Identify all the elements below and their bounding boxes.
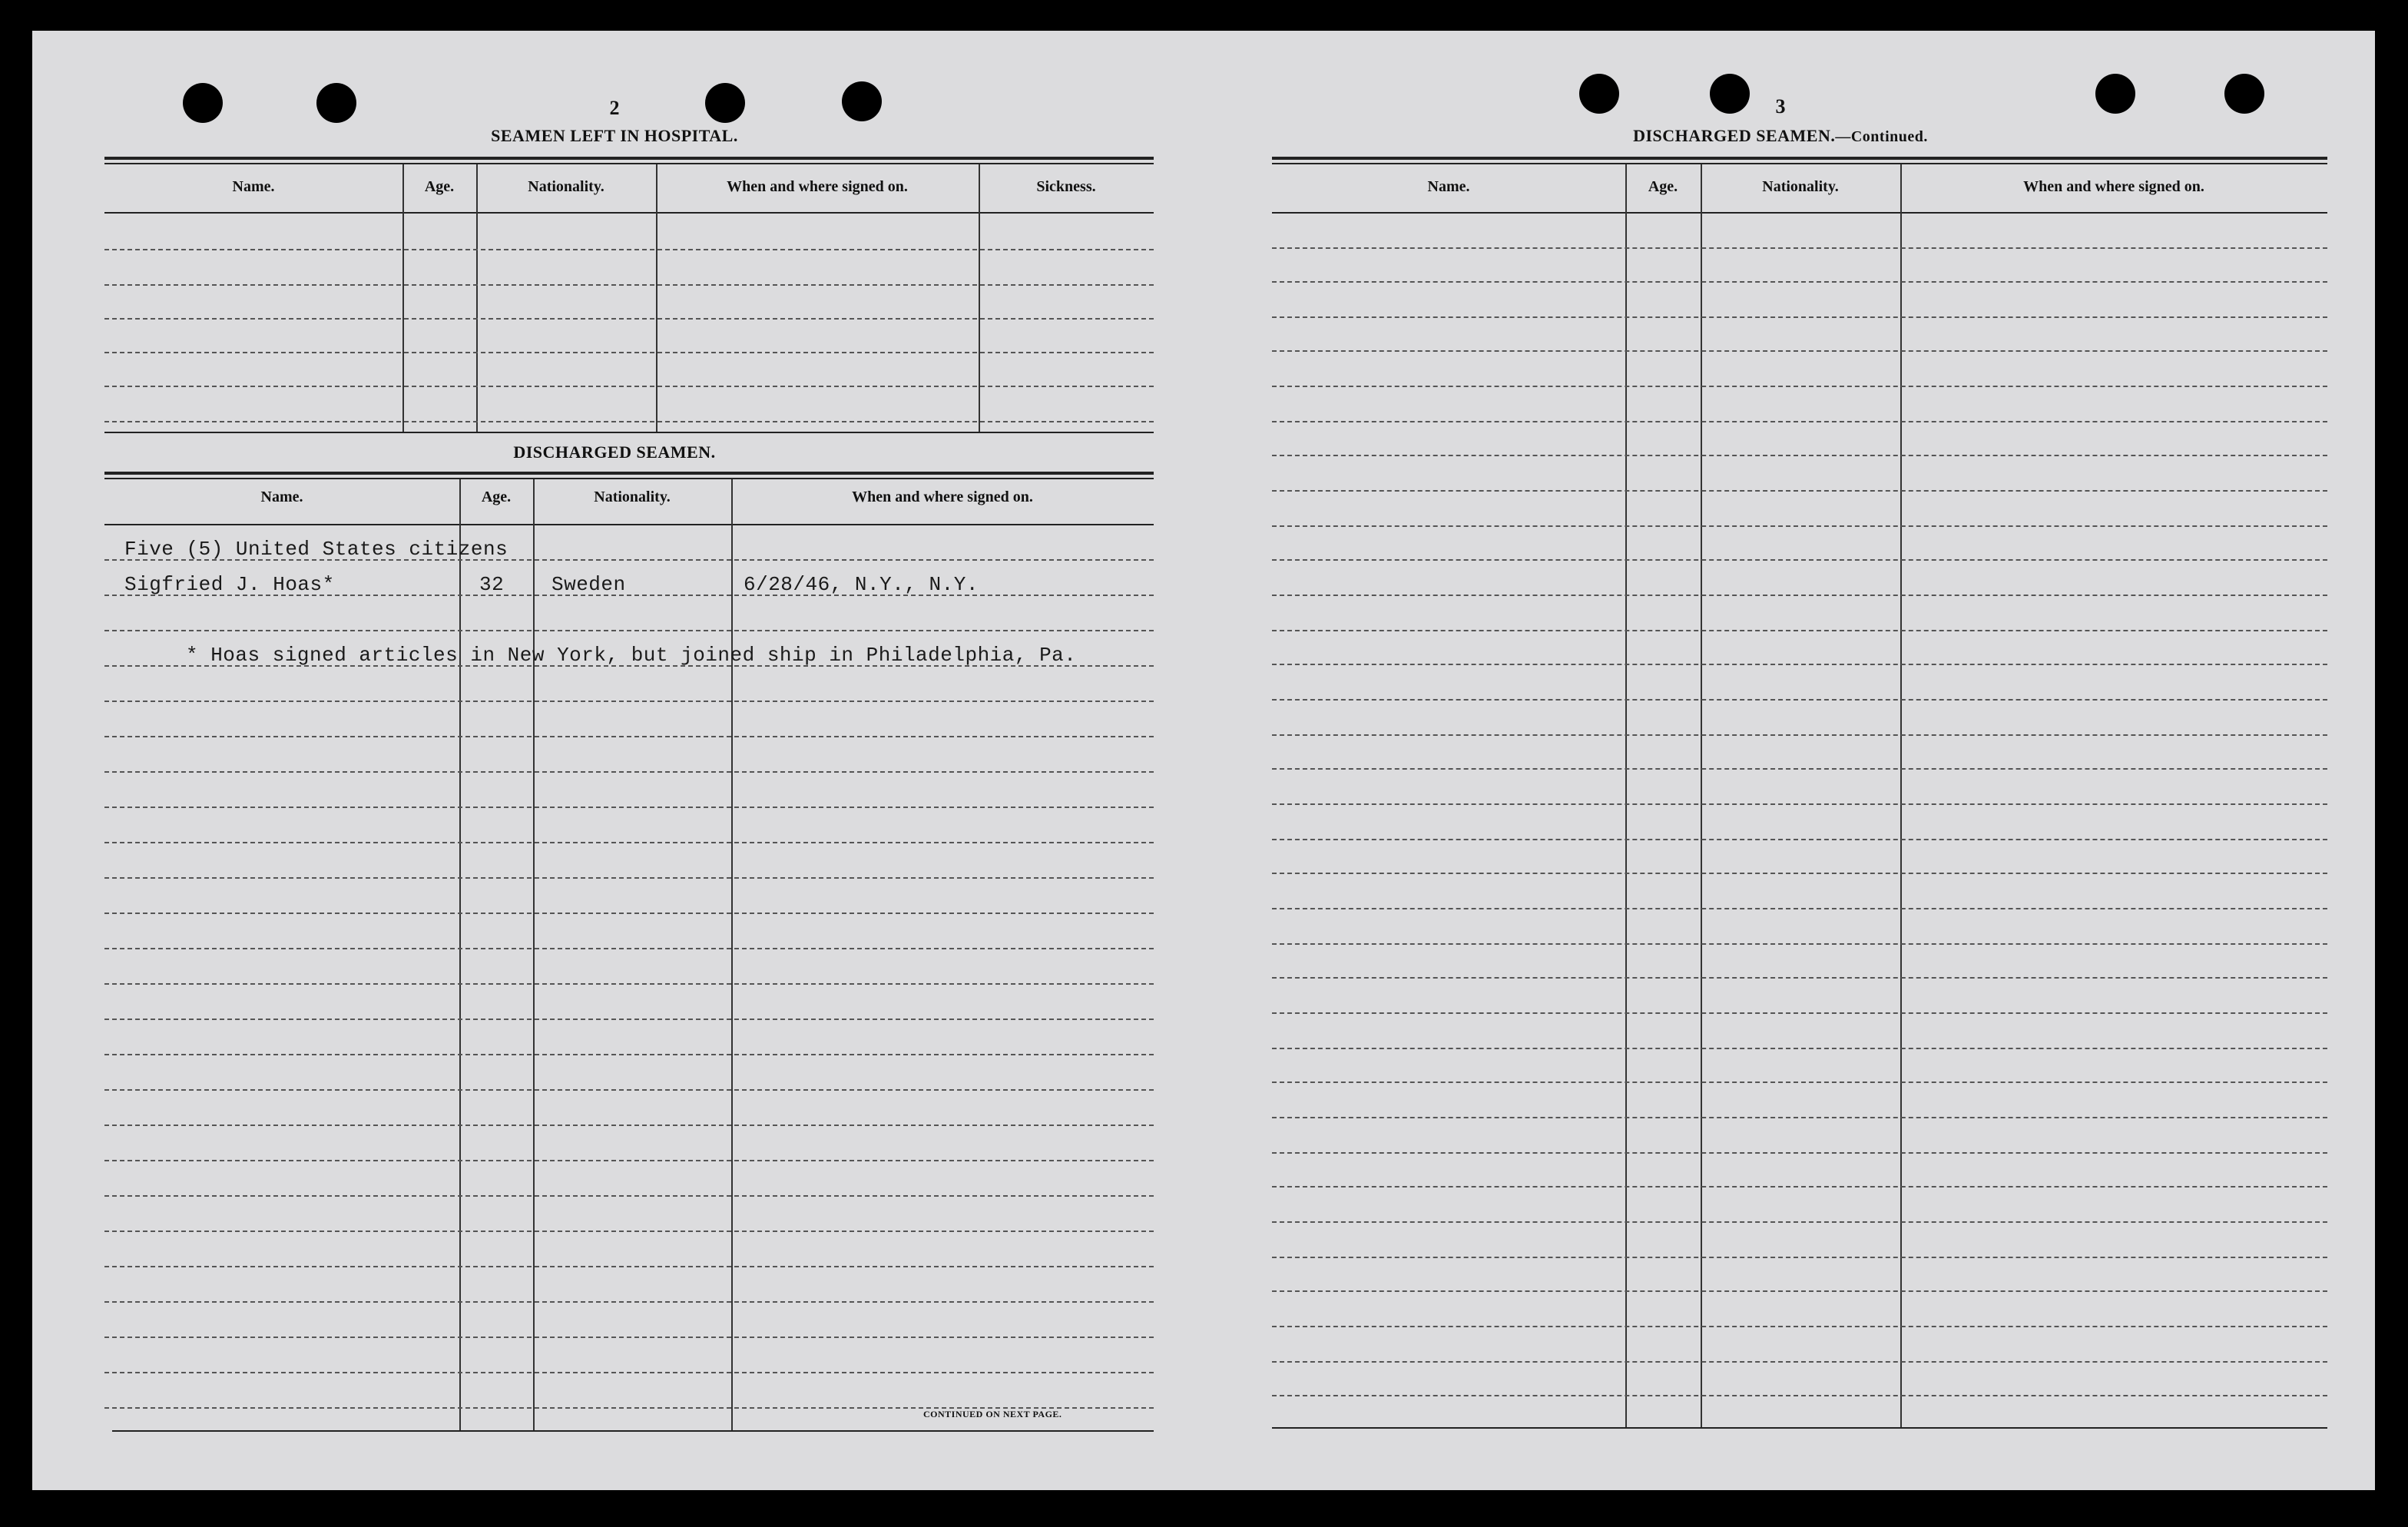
hospital-col-signed-on: When and where signed on. (727, 178, 908, 195)
right-col-name: Name. (1427, 178, 1470, 195)
discharged-title-suffix: —Continued. (1835, 128, 1928, 145)
punch-hole (1579, 74, 1619, 114)
entry-name: Five (5) United States citizens (124, 538, 508, 561)
right-col-age: Age. (1648, 178, 1678, 195)
hospital-col-age: Age. (424, 178, 455, 195)
entry-age: 32 (479, 573, 505, 596)
punch-hole (316, 83, 356, 123)
discharged-col-name: Name. (260, 489, 303, 505)
punch-hole (2224, 74, 2264, 114)
hospital-section-title: SEAMEN LEFT IN HOSPITAL. (491, 126, 738, 145)
page-number-left: 2 (609, 97, 620, 119)
discharged-col-nationality: Nationality. (594, 489, 671, 505)
discharged-col-age: Age. (481, 489, 512, 505)
punch-hole (2095, 74, 2135, 114)
page-number-right: 3 (1775, 95, 1786, 118)
discharged-col-signed-on: When and where signed on. (852, 489, 1033, 505)
hospital-col-nationality: Nationality. (528, 178, 604, 195)
hospital-table-top-rule (104, 157, 1154, 160)
footnote: * Hoas signed articles in New York, but joined ship in Philadelphia, Pa. (186, 644, 1077, 667)
right-col-signed-on: When and where signed on. (2023, 178, 2204, 195)
document-sheet (32, 31, 2375, 1490)
continued-note: CONTINUED ON NEXT PAGE. (923, 1409, 1062, 1419)
hospital-col-name: Name. (232, 178, 275, 195)
punch-hole (842, 81, 882, 121)
punch-hole (183, 83, 223, 123)
entry-nationality: Sweden (551, 573, 626, 596)
right-col-nationality: Nationality. (1762, 178, 1839, 195)
entry-signed-on: 6/28/46, N.Y., N.Y. (744, 573, 979, 596)
hospital-col-sickness: Sickness. (1036, 178, 1096, 195)
punch-hole (705, 83, 745, 123)
discharged-continued-title (1473, 126, 2088, 146)
entry-name: Sigfried J. Hoas* (124, 573, 335, 596)
discharged-section-title: DISCHARGED SEAMEN. (513, 442, 716, 462)
discharged-title-main: DISCHARGED SEAMEN. (1633, 126, 1836, 145)
